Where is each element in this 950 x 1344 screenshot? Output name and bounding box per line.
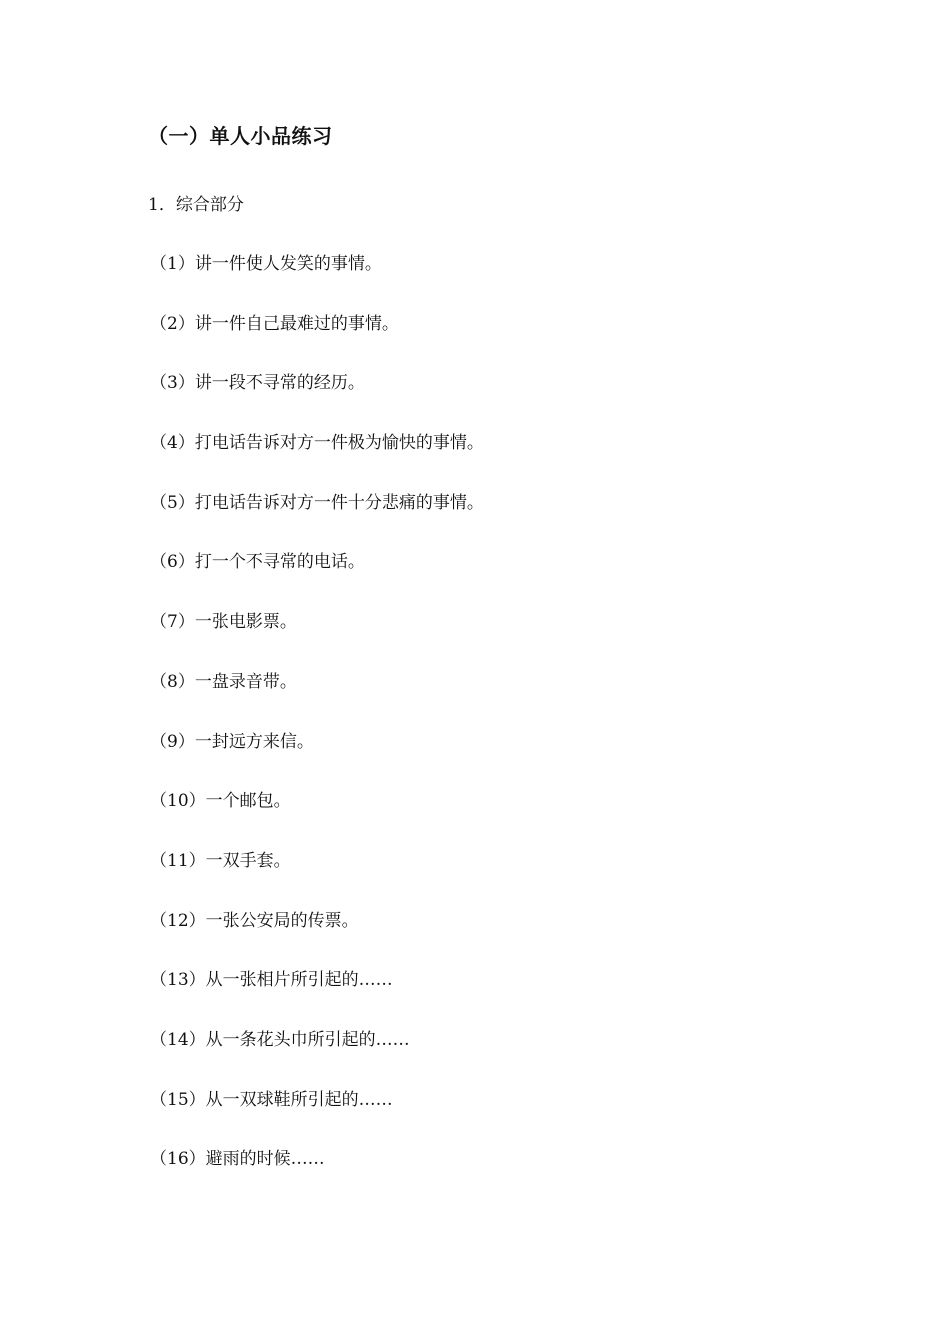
- list-item: （12）一张公安局的传票。: [150, 910, 359, 931]
- list-item: （1）讲一件使人发笑的事情。: [150, 254, 382, 274]
- subsection-heading: 1．综合部分: [148, 195, 244, 215]
- list-item: （5）打电话告诉对方一件十分悲痛的事情。: [150, 492, 484, 513]
- list-item: （14）从一条花头巾所引起的……: [150, 1029, 410, 1050]
- list-item: （8）一盘录音带。: [150, 671, 297, 692]
- list-item: （6）打一个不寻常的电话。: [150, 552, 365, 573]
- list-item: （11）一双手套。: [150, 850, 291, 871]
- list-item: （16）避雨的时候……: [150, 1149, 325, 1170]
- list-item: （10）一个邮包。: [150, 791, 291, 812]
- list-item: （2）讲一件自己最难过的事情。: [150, 313, 399, 334]
- list-item: （9）一封远方来信。: [150, 731, 314, 752]
- list-item: （15）从一双球鞋所引起的……: [150, 1089, 393, 1110]
- section-title: （一）单人小品练习: [148, 124, 333, 148]
- list-item: （7）一张电影票。: [150, 612, 297, 633]
- list-item: （13）从一张相片所引起的……: [150, 970, 393, 991]
- list-item: （4）打电话告诉对方一件极为愉快的事情。: [150, 433, 484, 454]
- list-item: （3）讲一段不寻常的经历。: [150, 373, 365, 394]
- exercise-list: [150, 252, 484, 1207]
